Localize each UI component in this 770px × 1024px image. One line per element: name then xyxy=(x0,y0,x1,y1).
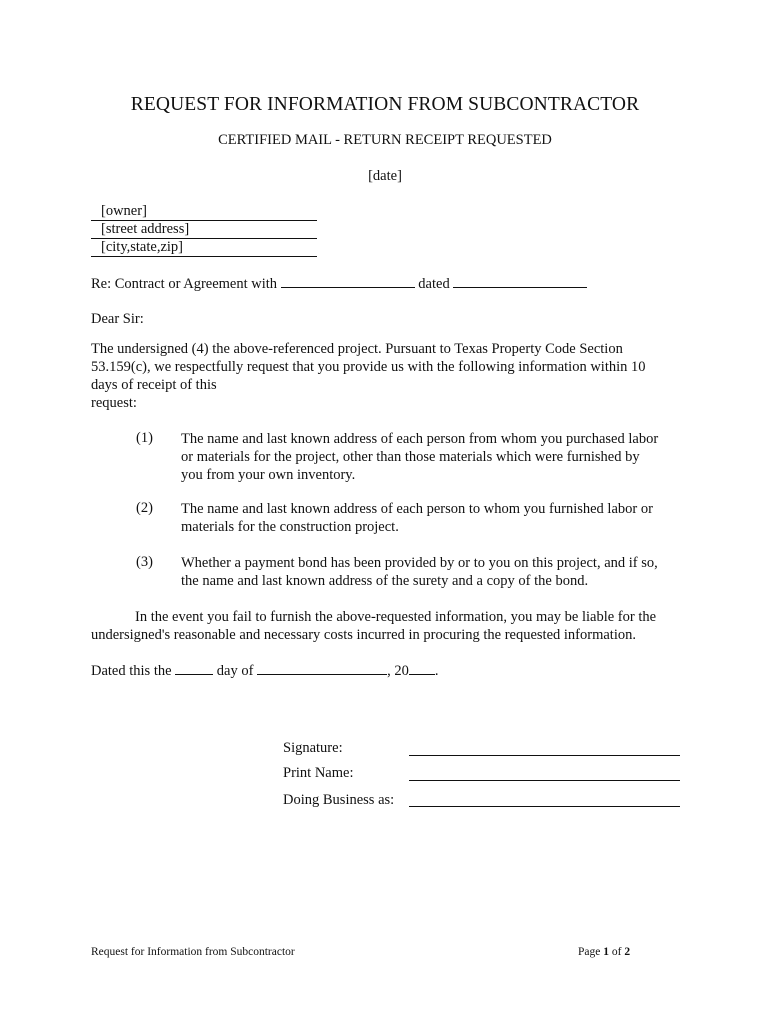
print-name-label: Print Name: xyxy=(283,765,354,781)
failure-line: In the event you fail to furnish the above-requested information, you may be liable for the xyxy=(135,609,657,625)
dated-suffix: . xyxy=(434,663,439,679)
salutation: Dear Sir: xyxy=(91,311,144,327)
failure-paragraph xyxy=(91,608,681,644)
item-line: Whether a payment bond has been provided by or to you on this project, and if so, xyxy=(181,555,658,571)
dated-line xyxy=(91,661,438,680)
item-line: you from your own inventory. xyxy=(181,467,356,483)
item-number: (2) xyxy=(136,500,153,516)
re-line xyxy=(91,274,587,293)
intro-paragraph xyxy=(91,340,681,412)
intro-line: 53.159(c), we respectfully request that you provide us with the following information within 10 xyxy=(91,359,646,375)
intro-line: days of receipt of this xyxy=(91,377,217,393)
item-number: (3) xyxy=(136,554,153,570)
item-line: or materials for the project, other than those materials which were furnished by xyxy=(181,449,640,465)
year-blank[interactable] xyxy=(409,661,435,675)
date-placeholder: [date] xyxy=(368,168,402,184)
month-blank[interactable] xyxy=(257,661,387,675)
dated-year-prefix: , 20 xyxy=(387,663,409,679)
dba-field[interactable] xyxy=(409,806,680,807)
document-subtitle: CERTIFIED MAIL - RETURN RECEIPT REQUESTED xyxy=(218,132,552,148)
signature-field[interactable] xyxy=(409,755,680,756)
day-blank[interactable] xyxy=(175,661,213,675)
re-prefix: Re: Contract or Agreement with xyxy=(91,276,278,292)
address-street-field[interactable]: [street address] xyxy=(91,220,317,239)
failure-line: undersigned's reasonable and necessary costs incurred in procuring the requested information. xyxy=(91,627,636,643)
dated-day-of: day of xyxy=(216,663,254,679)
contractor-name-blank[interactable] xyxy=(281,274,415,288)
footer-page-current: 1 xyxy=(603,946,609,958)
intro-line: request: xyxy=(91,395,137,411)
footer-document-name: Request for Information from Subcontractor xyxy=(91,946,295,958)
item-number: (1) xyxy=(136,430,153,446)
footer-page-total: 2 xyxy=(624,946,631,958)
item-text xyxy=(181,554,686,590)
footer-page-number xyxy=(578,946,630,958)
footer-of-word: of xyxy=(611,946,622,958)
dated-prefix: Dated this the xyxy=(91,663,172,679)
contract-date-blank[interactable] xyxy=(453,274,587,288)
item-line: The name and last known address of each person to whom you furnished labor or xyxy=(181,501,653,517)
print-name-field[interactable] xyxy=(409,780,680,781)
item-line: the name and last known address of the surety and a copy of the bond. xyxy=(181,573,589,589)
item-line: materials for the construction project. xyxy=(181,519,399,535)
address-owner-field[interactable]: [owner] xyxy=(91,202,317,221)
intro-line: The undersigned (4) the above-referenced project. Pursuant to Texas Property Code Section xyxy=(91,341,623,357)
item-text xyxy=(181,500,686,536)
document-title: REQUEST FOR INFORMATION FROM SUBCONTRACTOR xyxy=(130,94,640,115)
dba-label: Doing Business as: xyxy=(283,792,395,808)
address-city-field[interactable]: [city,state,zip] xyxy=(91,238,317,257)
signature-label: Signature: xyxy=(283,740,343,756)
re-dated-label: dated xyxy=(418,276,450,292)
item-line: The name and last known address of each person from whom you purchased labor xyxy=(181,431,659,447)
footer-page-word: Page xyxy=(578,946,601,958)
item-text xyxy=(181,430,686,484)
